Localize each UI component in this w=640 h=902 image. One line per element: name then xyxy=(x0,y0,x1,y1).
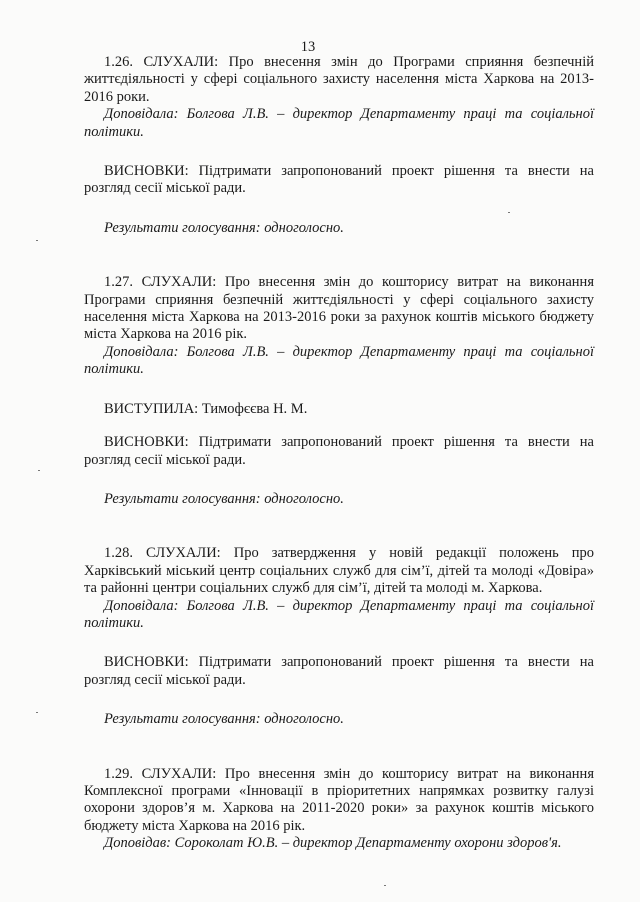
scan-speck xyxy=(508,212,510,213)
heard-paragraph: 1.28. СЛУХАЛИ: Про затвердження у новій редакції положень про Харківський міський центр соціальних служб для сім’ї, дітей та молоді «Довіра» та районні центри соціальних служб для сім’ї, дітей та молоді м. Харкова. xyxy=(84,545,594,597)
heard-paragraph: 1.29. СЛУХАЛИ: Про внесення змін до кошторису витрат на виконання Комплексної програми «Інновації в пріоритетних напрямках розвитку галузі охорони здоров’я м. Харкова на 2011-2020 роки» за рахунок коштів міського бюджету міста Харкова на 2016 рік. xyxy=(84,765,594,834)
scan-speck xyxy=(38,470,40,471)
page-number: 13 xyxy=(300,39,316,55)
reporter-line: Доповідав: Сороколат Ю.В. – директор Департаменту охорони здоров'я. xyxy=(104,835,562,852)
agenda-item-1-29 xyxy=(84,766,594,853)
scan-speck xyxy=(36,712,38,713)
conclusion-paragraph: ВИСНОВКИ: Підтримати запропонований проект рішення та внести на розгляд сесії міської ради. xyxy=(84,163,594,197)
heard-paragraph: 1.26. СЛУХАЛИ: Про внесення змін до Програми сприяння безпечній життєдіяльності у сфері соціального захисту населення міста Харкова на 2013-2016 роки. xyxy=(84,54,594,105)
speaker-line: ВИСТУПИЛА: Тимофєєва Н. М. xyxy=(104,400,308,417)
agenda-item-1-27 xyxy=(84,274,594,508)
agenda-item-1-26 xyxy=(84,54,594,237)
reporter-line: Доповідала: Болгова Л.В. – директор Департаменту праці та соціальної політики. xyxy=(84,106,594,140)
minutes-content xyxy=(84,54,594,853)
conclusion-paragraph: ВИСНОВКИ: Підтримати запропонований проект рішення та внести на розгляд сесії міської ради. xyxy=(84,654,594,688)
conclusion-paragraph: ВИСНОВКИ: Підтримати запропонований проект рішення та внести на розгляд сесії міської ради. xyxy=(84,434,594,468)
agenda-item-1-28 xyxy=(84,545,594,728)
voting-result: Результати голосування: одноголосно. xyxy=(104,490,344,507)
heard-paragraph: 1.27. СЛУХАЛИ: Про внесення змін до кошторису витрат на виконання Програми сприяння безпечній життєдіяльності у сфері соціального захисту населення міста Харкова на 2013-2016 роки за рахунок коштів міського бюджету міста Харкова на 2016 рік. xyxy=(84,274,594,343)
scan-speck xyxy=(36,240,38,241)
scan-speck xyxy=(384,885,386,886)
voting-result: Результати голосування: одноголосно. xyxy=(104,219,344,236)
reporter-line: Доповідала: Болгова Л.В. – директор Департаменту праці та соціальної політики. xyxy=(84,597,594,631)
voting-result: Результати голосування: одноголосно. xyxy=(104,711,344,728)
reporter-line: Доповідала: Болгова Л.В. – директор Департаменту праці та соціальної політики. xyxy=(84,343,594,378)
